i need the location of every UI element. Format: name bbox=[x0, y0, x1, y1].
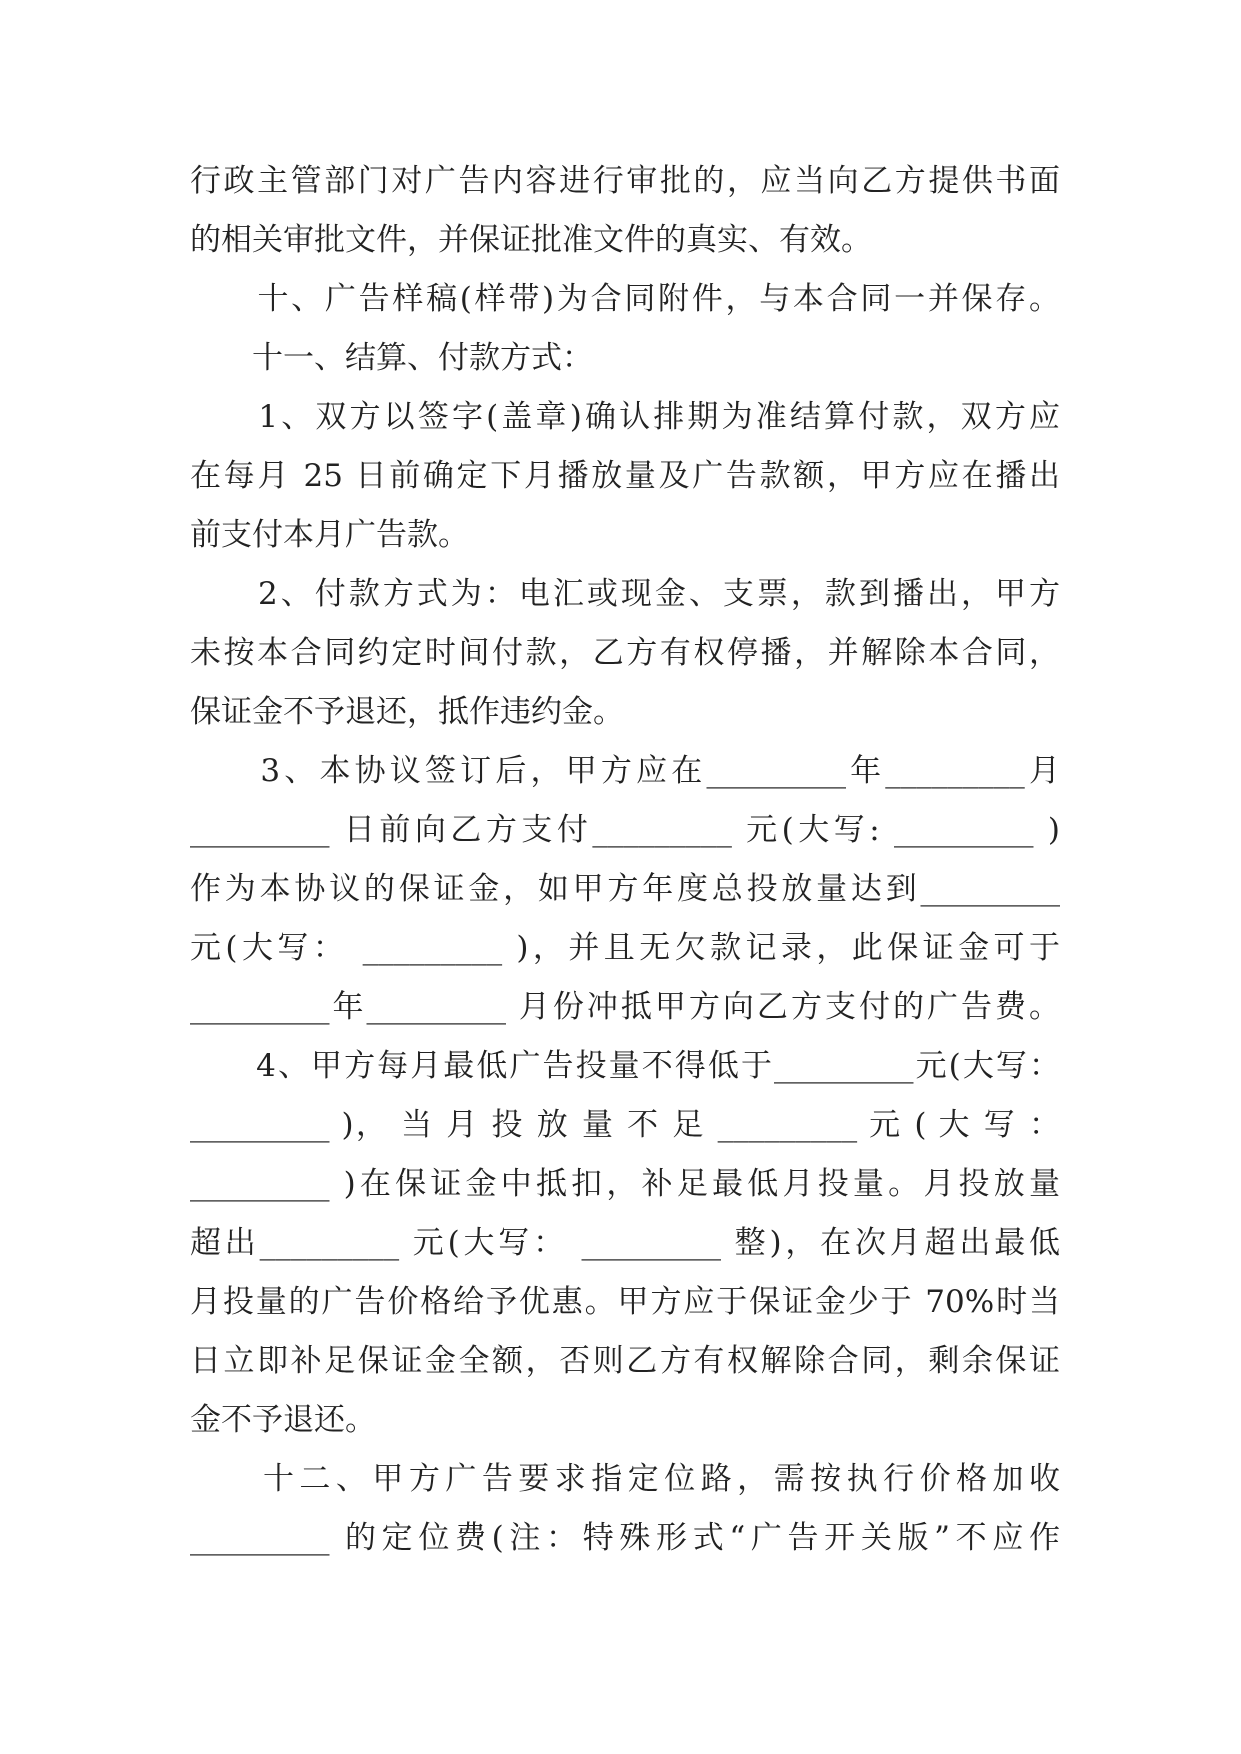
text-line: 元(大写： _________ )，并且无欠款记录，此保证金可于 bbox=[190, 930, 1060, 966]
text-line: 十、广告样稿(样带)为合同附件，与本合同一并保存。 bbox=[190, 281, 1060, 317]
text-line: 行政主管部门对广告内容进行审批的，应当向乙方提供书面 bbox=[190, 163, 1060, 199]
text-line: 保证金不予退还，抵作违约金。 bbox=[190, 694, 624, 730]
text-line: 十一、结算、付款方式： bbox=[190, 340, 593, 376]
text-line: _________ )， 当 月 投 放 量 不 足 _________ 元 ( 大 写 ： bbox=[190, 1107, 1060, 1143]
text-line: 2、付款方式为：电汇或现金、支票，款到播出，甲方 bbox=[190, 576, 1060, 612]
text-line: _________年_________ 月份冲抵甲方向乙方支付的广告费。 bbox=[190, 989, 1060, 1025]
text-line: 前支付本月广告款。 bbox=[190, 517, 469, 553]
text-line: 的相关审批文件，并保证批准文件的真实、有效。 bbox=[190, 222, 872, 258]
text-line: 4、甲方每月最低广告投量不得低于_________元(大写： bbox=[190, 1048, 1060, 1084]
text-line: 作为本协议的保证金，如甲方年度总投放量达到_________ bbox=[190, 871, 1060, 907]
text-line: 在每月 25 日前确定下月播放量及广告款额，甲方应在播出 bbox=[190, 458, 1060, 494]
text-line: 十二、甲方广告要求指定位路，需按执行价格加收 bbox=[190, 1461, 1060, 1497]
text-line: 月投量的广告价格给予优惠。甲方应于保证金少于 70%时当 bbox=[190, 1284, 1060, 1320]
text-line: 1、双方以签字(盖章)确认排期为准结算付款，双方应 bbox=[190, 399, 1060, 435]
text-line: 未按本合同约定时间付款，乙方有权停播，并解除本合同， bbox=[190, 635, 1060, 671]
text-line: 金不予退还。 bbox=[190, 1402, 376, 1438]
text-line: 超出_________ 元(大写： _________ 整)，在次月超出最低 bbox=[190, 1225, 1060, 1261]
document-body bbox=[190, 152, 1060, 1568]
text-line: 3、本协议签订后，甲方应在_________年_________月 bbox=[190, 753, 1060, 789]
text-line: _________ )在保证金中抵扣，补足最低月投量。月投放量 bbox=[190, 1166, 1060, 1202]
text-line: _________ 日前向乙方支付_________ 元(大写: _________ ) bbox=[190, 812, 1060, 848]
text-line: _________ 的定位费(注：特殊形式“广告开关版”不应作 bbox=[190, 1520, 1060, 1556]
text-line: 日立即补足保证金全额，否则乙方有权解除合同，剩余保证 bbox=[190, 1343, 1060, 1379]
